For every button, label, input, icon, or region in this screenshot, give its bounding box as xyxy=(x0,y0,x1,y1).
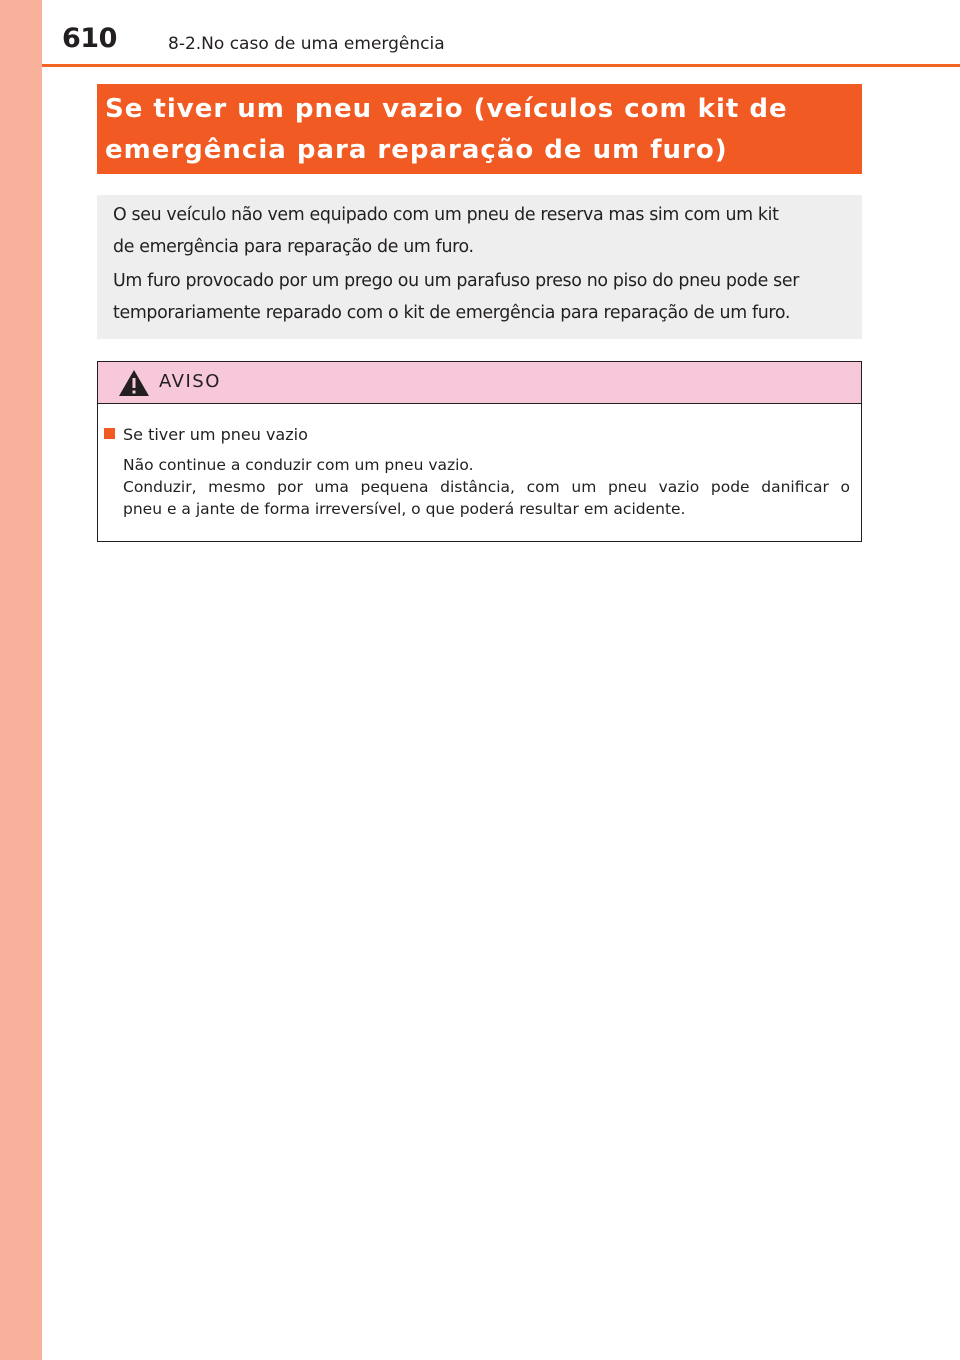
intro-p1-line-1: O seu veículo não vem equipado com um pneu de reserva mas sim com um kit xyxy=(113,205,779,225)
side-margin-strip xyxy=(0,0,42,1360)
warning-body-line-1: Não continue a conduzir com um pneu vazio. xyxy=(123,456,474,474)
warning-body-line-3: pneu e a jante de forma irreversível, o que poderá resultar em acidente. xyxy=(123,500,686,518)
warning-triangle-icon xyxy=(117,368,151,398)
intro-p2-line-2: temporariamente reparado com o kit de emergência para reparação de um furo. xyxy=(113,303,791,323)
intro-p1-line-2: de emergência para reparação de um furo. xyxy=(113,237,474,257)
warning-box xyxy=(97,361,862,542)
intro-box xyxy=(97,195,862,339)
warning-header xyxy=(98,362,861,404)
section-title: 8-2.No caso de uma emergência xyxy=(168,34,445,54)
square-bullet-icon xyxy=(104,428,115,439)
page-title-banner xyxy=(97,84,862,174)
intro-paragraph-1 xyxy=(113,199,848,263)
intro-p2-line-1: Um furo provocado por um prego ou um parafuso preso no piso do pneu pode ser xyxy=(113,271,799,291)
intro-paragraph-2 xyxy=(113,265,848,329)
header-divider xyxy=(42,64,960,67)
warning-item-heading-text: Se tiver um pneu vazio xyxy=(123,425,308,444)
warning-item-heading xyxy=(104,425,308,445)
page-title-line-2: emergência para reparação de um furo) xyxy=(105,135,728,165)
warning-label: AVISO xyxy=(159,371,221,392)
warning-body-line-2: Conduzir, mesmo por uma pequena distância, com um pneu vazio pode danificar o xyxy=(123,478,850,496)
page-title-line-1: Se tiver um pneu vazio (veículos com kit de xyxy=(105,94,788,124)
warning-body xyxy=(123,454,850,520)
page-number: 610 xyxy=(62,23,117,54)
